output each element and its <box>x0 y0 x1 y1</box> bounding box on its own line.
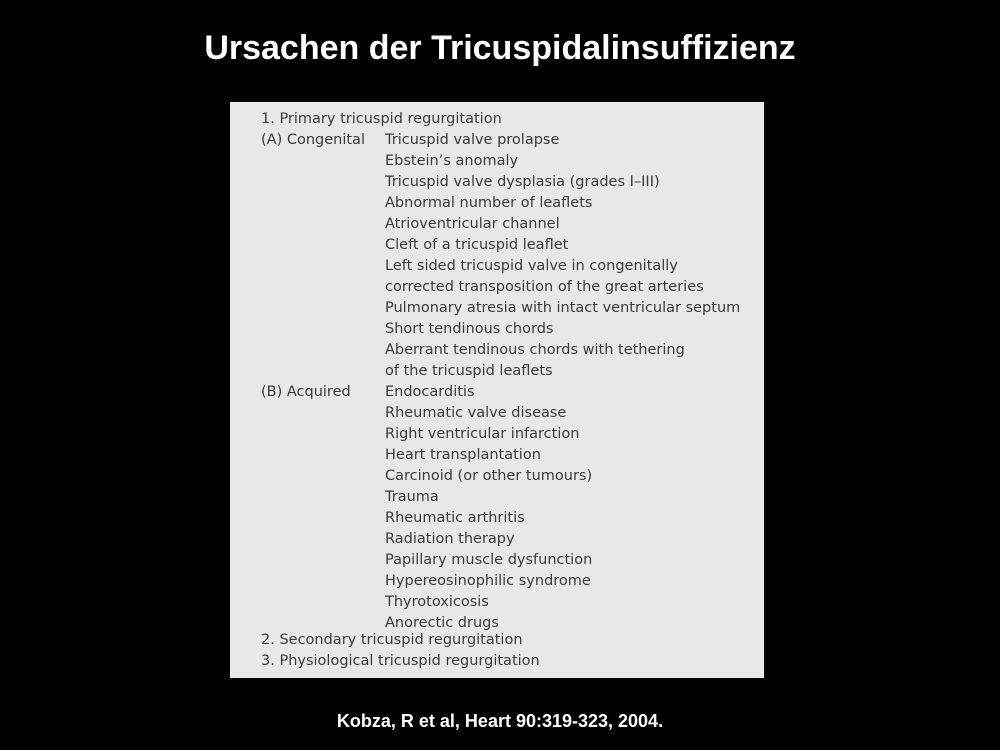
list-item: Pulmonary atresia with intact ventricular septum <box>385 300 741 316</box>
list-item: Tricuspid valve dysplasia (grades I–III) <box>385 174 660 190</box>
congenital-label: (A) Congenital <box>261 132 365 148</box>
list-item: Heart transplantation <box>385 447 541 463</box>
list-item: Anorectic drugs <box>385 615 499 631</box>
list-item: Papillary muscle dysfunction <box>385 552 593 568</box>
list-item: Hypereosinophilic syndrome <box>385 573 591 589</box>
list-item: Abnormal number of leaflets <box>385 195 593 211</box>
list-item: Trauma <box>385 489 439 505</box>
list-item: Tricuspid valve prolapse <box>385 132 560 148</box>
list-item: Rheumatic valve disease <box>385 405 567 421</box>
list-item: of the tricuspid leaflets <box>385 363 553 379</box>
list-item: Thyrotoxicosis <box>385 594 489 610</box>
list-item: Radiation therapy <box>385 531 515 547</box>
slide-title: Ursachen der Tricuspidalinsuffizienz <box>204 29 796 67</box>
list-item: Left sided tricuspid valve in congenitally <box>385 258 678 274</box>
list-item: Aberrant tendinous chords with tethering <box>385 342 685 358</box>
physiological-heading: 3. Physiological tricuspid regurgitation <box>261 653 540 669</box>
primary-heading: 1. Primary tricuspid regurgitation <box>261 111 502 127</box>
citation: Kobza, R et al, Heart 90:319-323, 2004. <box>336 711 664 731</box>
list-item: Carcinoid (or other tumours) <box>385 468 593 484</box>
list-item: Right ventricular infarction <box>385 426 580 442</box>
list-item: Cleft of a tricuspid leaflet <box>385 237 569 253</box>
list-item: Short tendinous chords <box>385 321 554 337</box>
list-item: Atrioventricular channel <box>385 216 560 232</box>
list-item: Endocarditis <box>385 384 475 400</box>
acquired-label: (B) Acquired <box>261 384 351 400</box>
secondary-heading: 2. Secondary tricuspid regurgitation <box>261 632 523 648</box>
list-item: Rheumatic arthritis <box>385 510 525 526</box>
list-item: corrected transposition of the great arteries <box>385 279 704 295</box>
list-item: Ebstein’s anomaly <box>385 153 519 169</box>
causes-table <box>230 102 764 678</box>
